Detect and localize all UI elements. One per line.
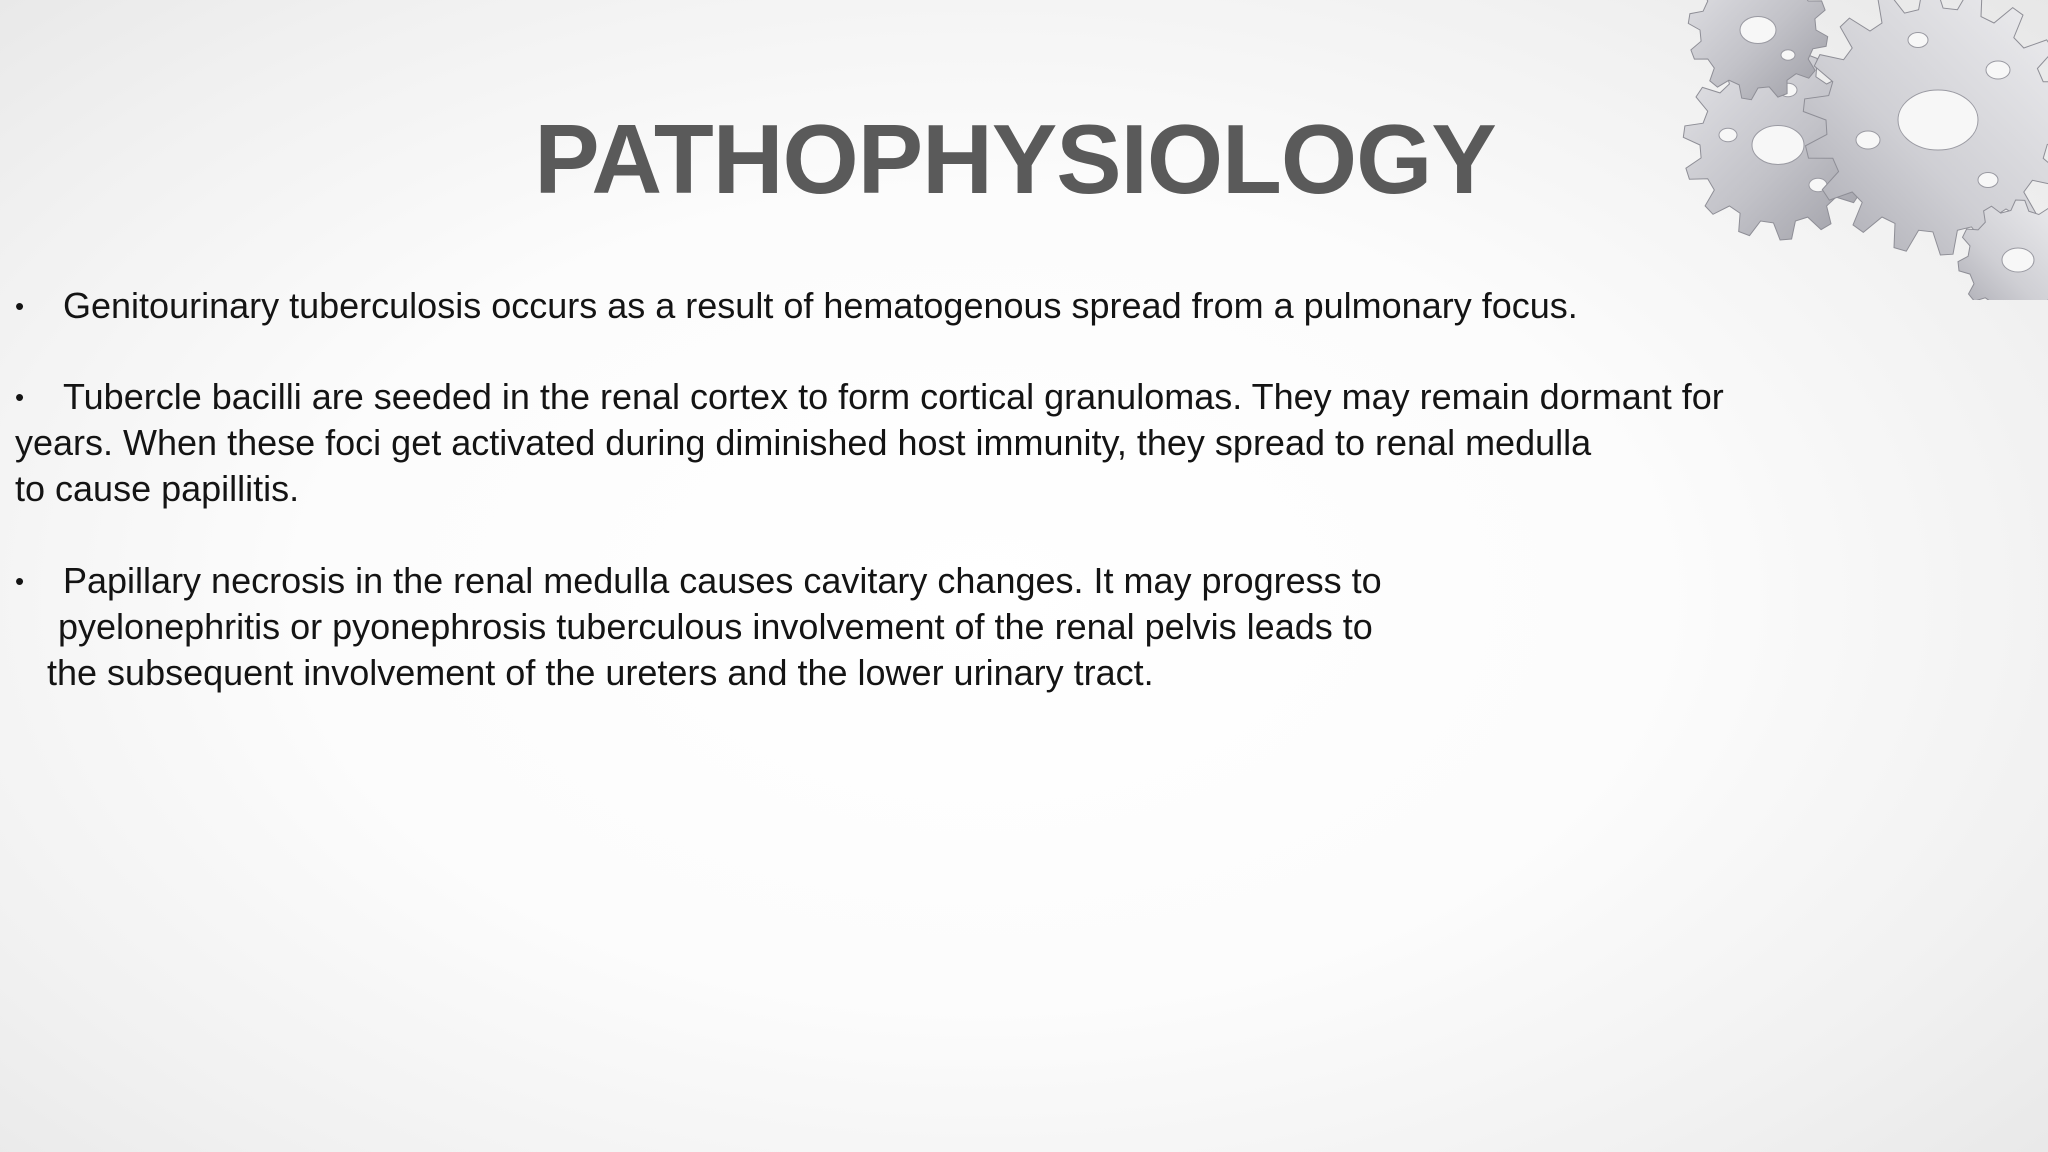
bullet-marker: • xyxy=(15,382,25,412)
paragraph-3-line-2: pyelonephritis or pyonephrosis tuberculous involvement of the renal pelvis leads to xyxy=(58,606,1373,647)
paragraph-3-line-3: the subsequent involvement of the ureters and the lower urinary tract. xyxy=(47,652,1154,693)
bullet-marker: • xyxy=(15,291,25,321)
paragraph-2-line-1: Tubercle bacilli are seeded in the renal cortex to form cortical granulomas. They may remain dormant for xyxy=(63,376,1724,417)
paragraph-2-line-2: years. When these foci get activated during diminished host immunity, they spread to renal medulla xyxy=(15,422,1592,463)
bullet-marker: • xyxy=(15,566,25,596)
paragraph-2-line-3: to cause papillitis. xyxy=(15,468,300,509)
slide-title: PATHOPHYSIOLOGY xyxy=(534,104,1496,214)
paragraph-3-line-1: Papillary necrosis in the renal medulla causes cavitary changes. It may progress to xyxy=(63,560,1382,601)
paragraph-1-line-1: Genitourinary tuberculosis occurs as a result of hematogenous spread from a pulmonary focus. xyxy=(63,285,1578,326)
